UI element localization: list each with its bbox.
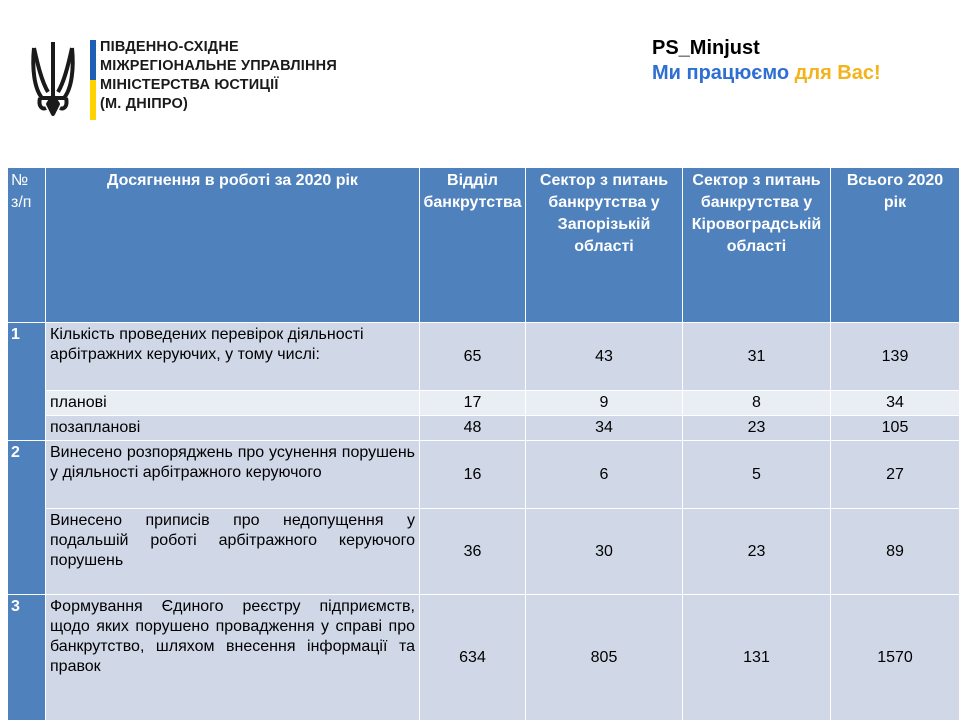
value-dept: 48 (420, 416, 526, 441)
value-kirovohrad: 131 (683, 595, 831, 721)
header-num: № з/п (8, 168, 46, 323)
value-total: 34 (831, 391, 960, 416)
table-row (8, 391, 960, 416)
table-row (8, 323, 960, 391)
header-achievements: Досягнення в роботі за 2020 рік (46, 168, 420, 323)
header-kirovohrad: Сектор з питань банкрутства у Кіровоградській області (683, 168, 831, 323)
ukraine-flag-bar (90, 40, 96, 120)
table-row (8, 416, 960, 441)
value-kirovohrad: 23 (683, 509, 831, 595)
tagline (652, 36, 881, 86)
row-description: позапланові (46, 416, 420, 441)
slogan-part-1: Ми працюємо (652, 62, 790, 84)
value-total: 89 (831, 509, 960, 595)
org-name-line-2: МІЖРЕГІОНАЛЬНЕ УПРАВЛІННЯ (100, 58, 337, 74)
value-total: 139 (831, 323, 960, 391)
table-row (8, 595, 960, 721)
row-number: 2 (8, 441, 46, 595)
table-header-row (8, 168, 960, 323)
value-dept: 17 (420, 391, 526, 416)
org-name-line-3: МІНІСТЕРСТВА ЮСТИЦІЇ (100, 77, 279, 93)
row-description: планові (46, 391, 420, 416)
value-dept: 634 (420, 595, 526, 721)
value-total: 27 (831, 441, 960, 509)
value-zaporizhzhia: 9 (526, 391, 683, 416)
trident-icon (28, 38, 78, 118)
value-dept: 36 (420, 509, 526, 595)
slogan-part-2: для Вас! (794, 62, 881, 84)
value-zaporizhzhia: 43 (526, 323, 683, 391)
value-kirovohrad: 23 (683, 416, 831, 441)
table-row (8, 509, 960, 595)
table-row (8, 441, 960, 509)
value-kirovohrad: 31 (683, 323, 831, 391)
value-zaporizhzhia: 34 (526, 416, 683, 441)
value-zaporizhzhia: 6 (526, 441, 683, 509)
value-kirovohrad: 8 (683, 391, 831, 416)
org-name-line-1: ПІВДЕННО-СХІДНЕ (100, 39, 239, 55)
value-dept: 65 (420, 323, 526, 391)
row-description: Винесено приписів про недопущення у подальшій роботі арбітражного керуючого порушень (46, 509, 420, 595)
value-dept: 16 (420, 441, 526, 509)
row-description: Винесено розпоряджень про усунення порушень у діяльності арбітражного керуючого (46, 441, 420, 509)
organization-logo (28, 38, 368, 128)
row-number: 3 (8, 595, 46, 721)
row-description: Формування Єдиного реєстру підприємств, щодо яких порушено провадження у справі про банкрутство, шляхом внесення інформації та правок (46, 595, 420, 721)
value-total: 1570 (831, 595, 960, 721)
org-name-line-4: (М. ДНІПРО) (100, 96, 189, 112)
row-description: Кількість проведених перевірок діяльності арбітражних керуючих, у тому числі: (46, 323, 420, 391)
header-dept: Відділ банкрутства (420, 168, 526, 323)
page-title: PS_Minjust (652, 37, 760, 59)
header-total: Всього 2020 рік (831, 168, 960, 323)
value-zaporizhzhia: 805 (526, 595, 683, 721)
value-total: 105 (831, 416, 960, 441)
slogan (652, 60, 881, 86)
achievements-table (7, 167, 960, 721)
value-kirovohrad: 5 (683, 441, 831, 509)
value-zaporizhzhia: 30 (526, 509, 683, 595)
row-number: 1 (8, 323, 46, 441)
header-zaporizhzhia: Сектор з питань банкрутства у Запорізькій області (526, 168, 683, 323)
